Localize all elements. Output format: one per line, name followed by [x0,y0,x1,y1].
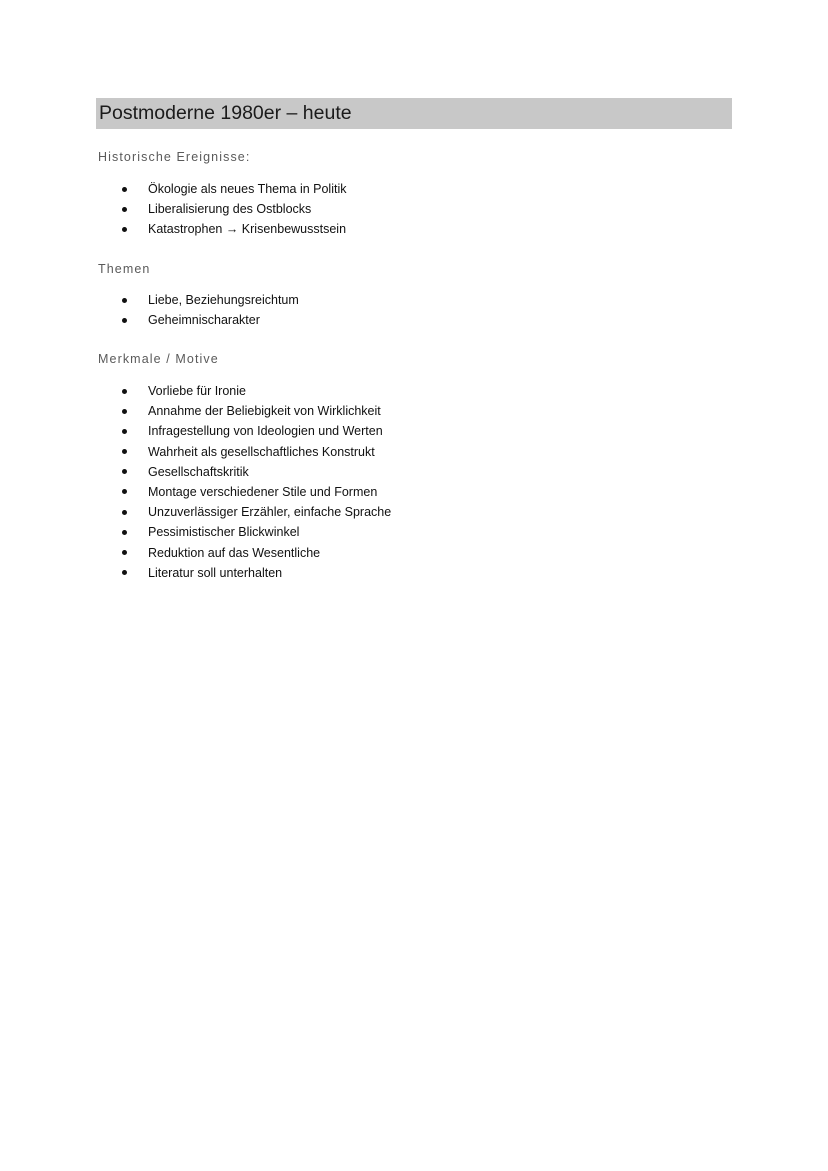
list-item-text: Liebe, Beziehungsreichtum [148,293,299,307]
bullet-icon [122,449,127,454]
list-item-text: Reduktion auf das Wesentliche [148,545,321,560]
bullet-icon [122,409,127,414]
section-heading-historische-ereignisse: Historische Ereignisse: [98,150,251,164]
list-item-text: Wahrheit als gesellschaftliches Konstrukt [148,444,375,459]
list-item-text: Katastrophen → Krisenbewusstsein [148,222,347,237]
section-heading-themen: Themen [98,262,151,276]
bullet-icon [122,389,127,394]
bullet-icon [122,570,127,575]
list-item-text: Infragestellung von Ideologien und Werten [148,424,383,439]
list-item-text: Liberalisierung des Ostblocks [148,202,312,217]
bullet-icon [122,318,127,323]
bullet-icon [122,429,127,434]
page-title: Postmoderne 1980er – heute [96,98,732,129]
list-item-text: Gesellschaftskritik [148,464,249,479]
list-item-text: Literatur soll unterhalten [148,565,283,580]
bullet-icon [122,550,127,555]
bullet-icon [122,207,127,212]
bullet-icon [122,469,127,474]
list-item-text: Annahme der Beliebigkeit von Wirklichkeit [148,404,381,419]
list-item-text: Ökologie als neues Thema in Politik [148,182,347,196]
bullet-icon [122,227,127,232]
bullet-icon [122,298,127,303]
bullet-icon [122,489,127,494]
list-item-text: Pessimistischer Blickwinkel [148,525,300,540]
list-item-text: Vorliebe für Ironie [148,384,246,398]
bullet-icon [122,530,127,535]
list-item-text: Montage verschiedener Stile und Formen [148,484,378,499]
list-item-text: Geheimnischarakter [148,313,260,328]
list-item-text: Unzuverlässiger Erzähler, einfache Sprache [148,505,392,520]
bullet-icon [122,187,127,192]
bullet-icon [122,510,127,515]
section-heading-merkmale-motive: Merkmale / Motive [98,352,219,366]
